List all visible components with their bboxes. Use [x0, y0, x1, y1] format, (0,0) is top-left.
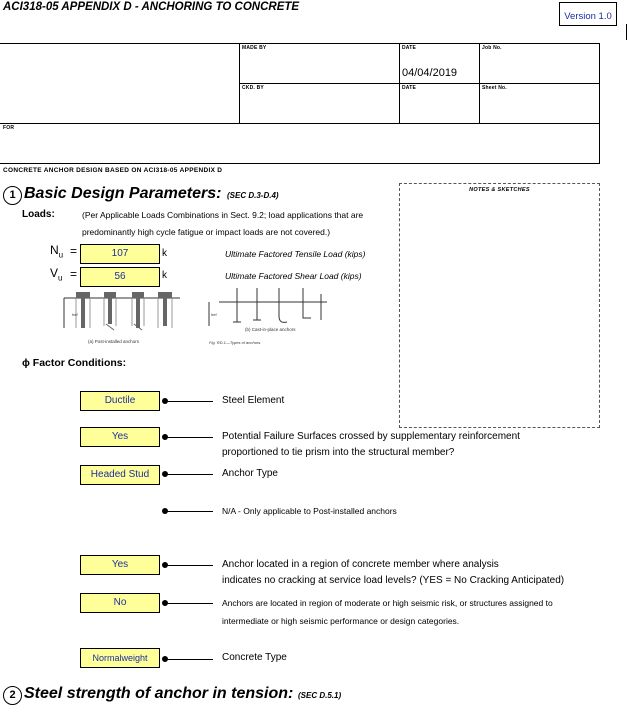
vu-description: Ultimate Factored Shear Load (kips) [225, 271, 362, 281]
title-block-for-line [0, 123, 600, 124]
sheet-no-label: Sheet No. [482, 85, 507, 91]
condition-steel-element-select[interactable]: Ductile [80, 391, 160, 411]
nu-symbol: $N_u$ [50, 243, 64, 260]
subheader: CONCRETE ANCHOR DESIGN BASED ON ACI318-05 APPENDIX D [3, 167, 223, 174]
loads-note-2: predominantly high cycle fatigue or impact loads are not covered.) [82, 227, 331, 237]
connector-line [165, 659, 213, 660]
job-no-label: Job No. [482, 45, 502, 51]
connector-line [165, 603, 213, 604]
condition-no-cracking-label-2: indicates no cracking at service load levels? (YES = No Cracking Anticipated) [222, 575, 565, 586]
made-by-label: MADE BY [242, 45, 267, 51]
condition-supplementary-reinf-label-1: Potential Failure Surfaces crossed by supplementary reinforcement [222, 431, 520, 442]
phi-symbol: ϕ [22, 357, 30, 369]
nu-input[interactable]: 107 [80, 244, 160, 264]
section-1-number: 1 [3, 186, 22, 205]
condition-steel-element-label: Steel Element [222, 395, 285, 406]
date-value[interactable]: 04/04/2019 [402, 67, 458, 79]
vu-unit: k [162, 270, 167, 281]
condition-supplementary-reinf-label-2: proportioned to tie prism into the structural member? [222, 447, 455, 458]
title-block-border-bottom [0, 163, 600, 164]
connector-line [165, 437, 213, 438]
factor-conditions-title: ϕ Factor Conditions: [22, 357, 127, 369]
ckd-by-label: CKD. BY [242, 85, 264, 91]
loads-label: Loads: [22, 209, 55, 220]
cast-in-place-caption: (b) Cast-in-place anchors [245, 327, 296, 332]
vu-input[interactable]: 56 [80, 267, 160, 287]
connector-line [165, 474, 213, 475]
section-1-ref: (SEC D.3-D.4) [227, 191, 279, 200]
notes-sketches-box[interactable] [399, 183, 600, 428]
post-installed-anchors-figure [62, 288, 182, 346]
connector-line [165, 565, 213, 566]
version-label: Version 1.0 [559, 2, 617, 26]
cast-in-hef-label: hef [211, 312, 217, 317]
page-title: ACI318-05 APPENDIX D - ANCHORING TO CONCRETE [3, 1, 300, 13]
for-label: FOR [3, 125, 15, 131]
section-2-title: Steel strength of anchor in tension: [24, 685, 294, 702]
date-label: DATE [402, 45, 417, 51]
title-block-col3 [479, 43, 480, 123]
loads-note-1: (Per Applicable Loads Combinations in Sect. 9.2; load applications that are [82, 210, 364, 220]
figure-caption: Fig. RD.1—Types of anchors. [209, 340, 262, 345]
divider [626, 24, 627, 40]
title-block-col2 [399, 43, 400, 123]
section-2-ref: (SEC D.5.1) [298, 691, 342, 700]
condition-seismic-select[interactable]: No [80, 593, 160, 613]
vu-symbol: $V_u$ [50, 266, 63, 283]
condition-seismic-label-2: intermediate or high seismic performance or design categories. [222, 616, 460, 626]
title-block-col1 [239, 43, 240, 123]
nu-description: Ultimate Factored Tensile Load (kips) [225, 249, 366, 259]
vu-equals: = [70, 267, 78, 281]
section-1-title: Basic Design Parameters: [24, 185, 222, 202]
condition-anchor-type-select[interactable]: Headed Stud [80, 465, 160, 485]
condition-concrete-type-select[interactable]: Normalweight [80, 648, 160, 668]
condition-seismic-label-1: Anchors are located in region of moderate or high seismic risk, or structures assigned to [222, 598, 553, 608]
condition-no-cracking-label-1: Anchor located in a region of concrete member where analysis [222, 559, 499, 570]
post-installed-caption: (a) Post-installed anchors [88, 339, 140, 344]
condition-concrete-type-label: Concrete Type [222, 652, 287, 663]
connector-line [165, 401, 213, 402]
condition-supplementary-reinf-select[interactable]: Yes [80, 427, 160, 447]
title-block-mid-line [239, 83, 599, 84]
condition-no-cracking-select[interactable]: Yes [80, 555, 160, 575]
nu-unit: k [162, 248, 167, 259]
connector-line [165, 511, 213, 512]
condition-anchor-type-label: Anchor Type [222, 468, 278, 479]
title-block-border-top [0, 43, 599, 44]
date2-label: DATE [402, 85, 417, 91]
post-installed-hef-label: hef [72, 312, 78, 317]
notes-title: NOTES & SKETCHES [469, 187, 530, 193]
section-2-number: 2 [3, 686, 22, 705]
condition-post-installed-label: N/A - Only applicable to Post-installed anchors [222, 506, 397, 516]
nu-equals: = [70, 244, 78, 258]
cast-in-place-anchors-figure [207, 286, 335, 348]
title-block-border-right [599, 43, 600, 163]
